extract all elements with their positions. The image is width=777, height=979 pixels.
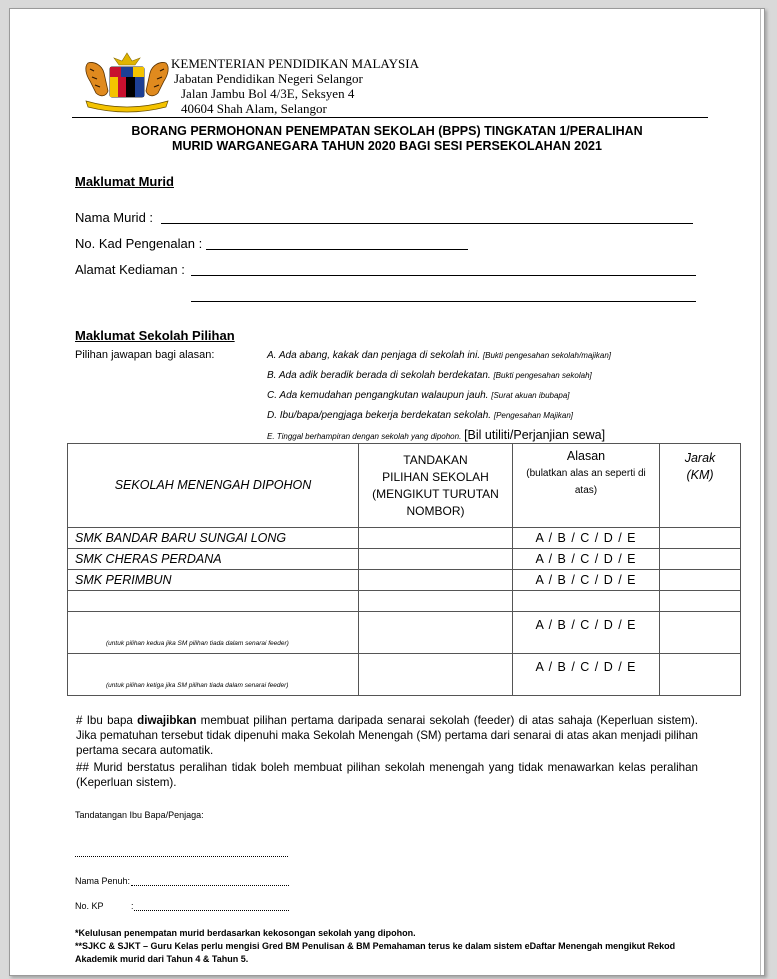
reason-choices[interactable]: A / B / C / D / E: [513, 654, 660, 696]
note-feeder-rule: # Ibu bapa diwajibkan membuat pilihan pertama daripada senarai sekolah (feeder) di atas sahaja (Keperluan sistem). Jika pematuhan tersebut tidak dipenuhi maka Sekolah Menengah (SM) pertama dari senarai di atas akan menjadi pilihan pertama secara automatik.: [76, 714, 698, 758]
mark-cell[interactable]: [359, 528, 513, 549]
second-choice-cell[interactable]: (untuk pilihan kedua jika SM pilihan tiada dalam senarai feeder): [68, 612, 359, 654]
mark-cell[interactable]: [359, 549, 513, 570]
full-name-label: Nama Penuh:: [75, 876, 131, 886]
distance-cell[interactable]: [660, 528, 741, 549]
reason-choices[interactable]: A / B / C / D / E: [513, 528, 660, 549]
form-page: [9, 8, 765, 976]
full-name-field[interactable]: [131, 885, 289, 886]
reason-b: B. Ada adik beradik berada di sekolah berdekatan. [Bukti pengesahan sekolah]: [267, 370, 592, 381]
mark-cell[interactable]: [359, 570, 513, 591]
table-row: [68, 591, 741, 612]
page-edge: [760, 9, 761, 975]
footer-note-1: *Kelulusan penempatan murid berdasarkan kekosongan sekolah yang dipohon.: [75, 928, 416, 938]
header-distance: Jarak (KM): [660, 444, 741, 528]
reason-choices[interactable]: A / B / C / D / E: [513, 549, 660, 570]
ministry-name: KEMENTERIAN PENDIDIKAN MALAYSIA: [171, 56, 419, 71]
reason-d: D. Ibu/bapa/pengjaga bekerja berdekatan sekolah. [Pengesahan Majikan]: [267, 410, 574, 421]
school-name: SMK PERIMBUN: [68, 570, 359, 591]
empty-cell[interactable]: [68, 591, 359, 612]
third-choice-cell[interactable]: (untuk pilihan ketiga jika SM pilihan tiada dalam senarai feeder): [68, 654, 359, 696]
header-reason: Alasan (bulatkan alas an seperti di atas): [513, 444, 660, 528]
footer-note-3: Akademik murid dari Tahun 4 & Tahun 5.: [75, 954, 249, 964]
table-row: [68, 570, 741, 591]
empty-cell[interactable]: [660, 591, 741, 612]
address-line-2: 40604 Shah Alam, Selangor: [181, 101, 327, 116]
table-header-row: [68, 444, 741, 528]
school-name: SMK BANDAR BARU SUNGAI LONG: [68, 528, 359, 549]
malaysia-coat-of-arms-icon: [80, 51, 174, 113]
empty-cell[interactable]: [513, 591, 660, 612]
student-name-label: Nama Murid :: [75, 210, 154, 225]
note-transition-rule: ## Murid berstatus peralihan tidak boleh membuat pilihan sekolah menengah yang tidak menawarkan kelas peralihan (Keperluan sistem).: [76, 761, 698, 790]
reason-choices[interactable]: A / B / C / D / E: [513, 570, 660, 591]
table-row: [68, 654, 741, 696]
address-line-1: Jalan Jambu Bol 4/3E, Seksyen 4: [181, 86, 355, 101]
form-title-line-2: MURID WARGANEGARA TAHUN 2020 BAGI SESI PERSEKOLAHAN 2021: [172, 139, 602, 153]
school-choice-table: [67, 443, 741, 696]
table-row: [68, 549, 741, 570]
address-label: Alamat Kediaman :: [75, 262, 185, 277]
distance-cell[interactable]: [660, 549, 741, 570]
empty-cell[interactable]: [359, 591, 513, 612]
kp-colon: :: [131, 901, 134, 911]
header-mark: TANDAKAN PILIHAN SEKOLAH (MENGIKUT TURUTAN NOMBOR): [359, 444, 513, 528]
distance-cell[interactable]: [660, 570, 741, 591]
distance-cell[interactable]: [660, 654, 741, 696]
reasons-label: Pilihan jawapan bagi alasan:: [75, 349, 215, 361]
department-name: Jabatan Pendidikan Negeri Selangor: [174, 71, 363, 86]
signature-field[interactable]: [75, 856, 288, 857]
reason-c: C. Ada kemudahan pengangkutan walaupun jauh. [Surat akuan ibubapa]: [267, 390, 570, 401]
footer-note-2: **SJKC & SJKT – Guru Kelas perlu mengisi Gred BM Penulisan & BM Pemahaman terus ke dalam sistem eDaftar Menengah mengikut Rekod: [75, 941, 676, 951]
distance-cell[interactable]: [660, 612, 741, 654]
table-row: [68, 528, 741, 549]
mark-cell[interactable]: [359, 612, 513, 654]
student-info-heading: Maklumat Murid: [75, 174, 174, 189]
reason-a: A. Ada abang, kakak dan penjaga di sekolah ini. [Bukti pengesahan sekolah/majikan]: [267, 350, 611, 361]
school-info-heading: Maklumat Sekolah Pilihan: [75, 328, 235, 343]
kp-field[interactable]: [134, 910, 289, 911]
header-divider: [72, 117, 708, 118]
address-field-line-2[interactable]: [191, 301, 696, 302]
signature-label: Tandatangan Ibu Bapa/Penjaga:: [75, 810, 204, 820]
address-field-line-1[interactable]: [191, 275, 696, 276]
kp-label: No. KP: [75, 901, 104, 911]
table-row: [68, 612, 741, 654]
school-name: SMK CHERAS PERDANA: [68, 549, 359, 570]
ic-number-field[interactable]: [206, 249, 468, 250]
form-title-line-1: BORANG PERMOHONAN PENEMPATAN SEKOLAH (BPPS) TINGKATAN 1/PERALIHAN: [131, 124, 643, 138]
mark-cell[interactable]: [359, 654, 513, 696]
reason-choices[interactable]: A / B / C / D / E: [513, 612, 660, 654]
reason-e: E. Tinggal berhampiran dengan sekolah yang dipohon. [Bil utiliti/Perjanjian sewa]: [267, 428, 606, 442]
header-school: SEKOLAH MENENGAH DIPOHON: [68, 444, 359, 528]
student-name-field[interactable]: [161, 223, 693, 224]
ic-number-label: No. Kad Pengenalan :: [75, 236, 203, 251]
